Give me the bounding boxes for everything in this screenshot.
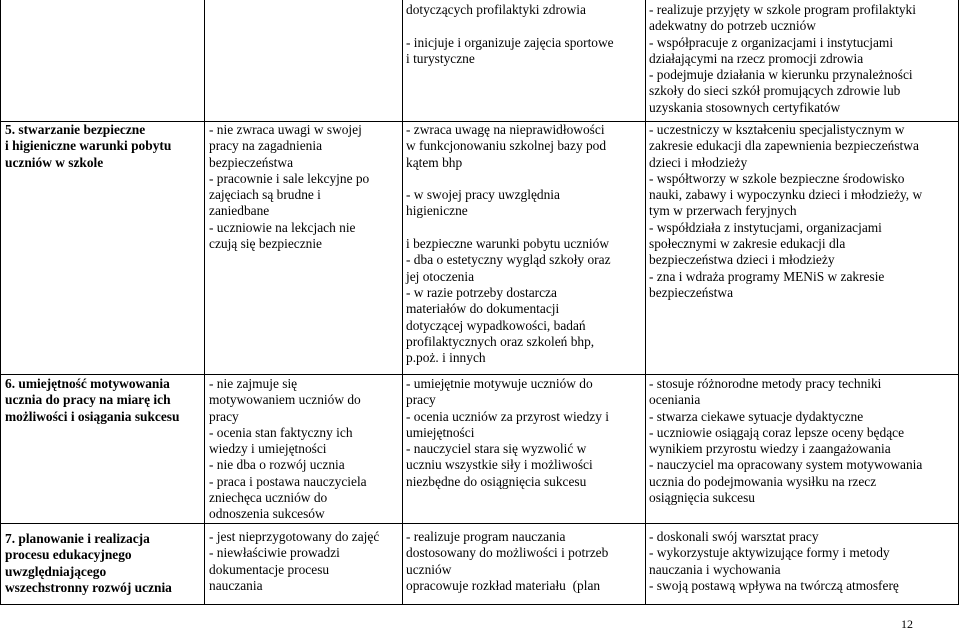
table-cell-causes: - jest nieprzygotowany do zajęć - niewłaściwie prowadzi dokumentacje procesu nauczania <box>209 529 380 593</box>
table-border-bottom <box>0 604 959 605</box>
table-cell-causes: - nie zwraca uwagi w swojej pracy na zagadnienia bezpieczeństwa - pracownie i sale lekcyjne po zajęciach są brudne i zaniedbane - uczniowie na lekcjach nie czują się bezpiecznie <box>209 122 370 252</box>
table-cell-actions: dotyczących profilaktyki zdrowia - inicjuje i organizuje zajęcia sportowe i turystyczne <box>406 2 614 66</box>
table-cell-actions: - realizuje program nauczania dostosowany do możliwości i potrzeb uczniów opracowuje rozkład materiału (plan <box>406 529 609 593</box>
table-cell-actions: - zwraca uwagę na nieprawidłowości w funkcjonowaniu szkolnej bazy pod kątem bhp - w swojej pracy uwzględnia higieniczne i bezpieczne warunki pobytu uczniów - dba o estetyczny wygląd szkoły oraz jej otoczenia - w razie potrzeby dostarcza materiałów do dokumentacji dotyczącej wypadkowości, badań profilaktycznych oraz szkoleń bhp, p.poż. i innych <box>406 122 611 366</box>
column-divider <box>204 0 205 605</box>
table-cell-effects: - stosuje różnorodne metody pracy techniki oceniania - stwarza ciekawe sytuacje dydaktyczne - uczniowie osiągają coraz lepsze oceny będące wynikiem przyrostu wiedzy i zaangażowania - nauczyciel ma opracowany system motywowania ucznia do podejmowania wysiłku na rzecz osiągnięcia sukcesu <box>649 376 923 506</box>
table-border-left <box>0 0 1 605</box>
table-cell-actions: - umiejętnie motywuje uczniów do pracy - ocenia uczniów za przyrost wiedzy i umiejętności - nauczyciel stara się wyzwolić w uczniu wszystkie siły i możliwości niezbędne do osiągnięcia sukcesu <box>406 376 610 489</box>
table-cell-causes: - nie zajmuje się motywowaniem uczniów do pracy - ocenia stan faktyczny ich wiedzy i umiejętności - nie dba o rozwój ucznia - praca i postawa nauczyciela zniechęca uczniów do odnoszenia sukcesów <box>209 376 367 522</box>
table-cell-problem: 5. stwarzanie bezpieczne i higieniczne warunki pobytu uczniów w szkole <box>5 122 172 170</box>
column-divider <box>402 0 403 605</box>
column-divider <box>645 0 646 605</box>
page-number: 12 <box>901 617 913 631</box>
table-cell-problem: 7. planowanie i realizacja procesu edukacyjnego uwzględniającego wszechstronny rozwój ucznia <box>5 531 172 595</box>
row-divider <box>0 523 959 524</box>
table-cell-problem: 6. umiejętność motywowania ucznia do pracy na miarę ich możliwości i osiągania sukcesu <box>5 376 180 424</box>
table-cell-effects: - doskonali swój warsztat pracy - wykorzystuje aktywizujące formy i metody nauczania i wychowania - swoją postawą wpływa na twórczą atmosferę <box>649 529 899 593</box>
row-divider <box>0 374 959 375</box>
table-cell-effects: - realizuje przyjęty w szkole program profilaktyki adekwatny do potrzeb uczniów - współpracuje z organizacjami i instytucjami działającymi na rzecz promocji zdrowia - podejmuje działania w kierunku przynależności szkoły do sieci szkół promujących zdrowie lub uzyskania stosownych certyfikatów <box>649 2 916 115</box>
table-cell-effects: - uczestniczy w kształceniu specjalistycznym w zakresie edukacji dla zapewnienia bezpieczeństwa dzieci i młodzieży - współtworzy w szkole bezpieczne środowisko nauki, zabawy i wypoczynku dzieci i młodzieży, w tym w przerwach feryjnych - współdziała z instytucjami, organizacjami społecznymi w zakresie edukacji dla bezpieczeństwa dzieci i młodzieży - zna i wdraża programy MENiS w zakresie bezpieczeństwa <box>649 122 923 300</box>
